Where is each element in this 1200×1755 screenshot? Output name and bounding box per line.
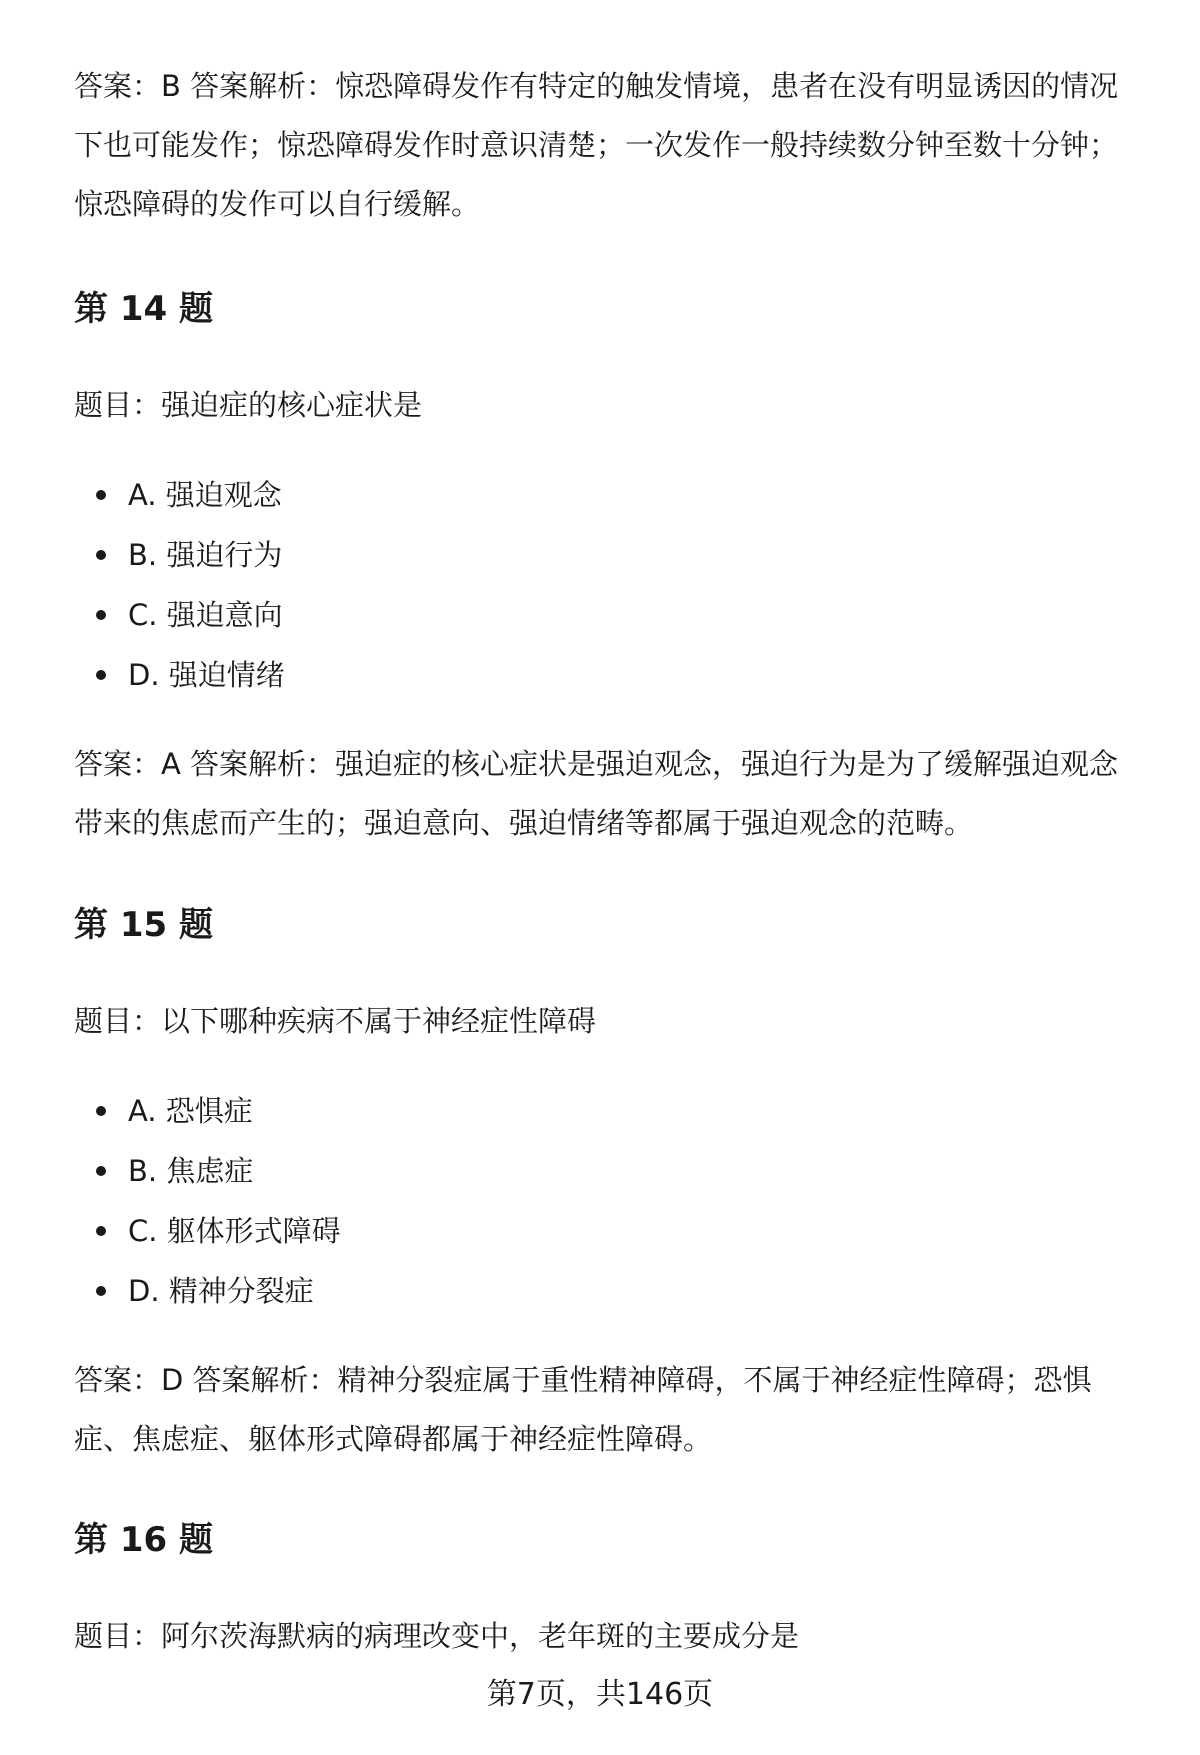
option-b: B. 焦虑症 xyxy=(96,1151,341,1211)
answer-line: 答案：A 答案解析：强迫症的核心症状是强迫观念，强迫行为是为了缓解强迫观念 xyxy=(74,747,1119,781)
answer-line: 答案：B 答案解析：惊恐障碍发作有特定的触发情境，患者在没有明显诱因的情况 xyxy=(74,69,1119,103)
page-indicator: 第7页，共146页 xyxy=(486,1677,714,1712)
answer-line: 答案：D 答案解析：精神分裂症属于重性精神障碍，不属于神经症性障碍；恐惧 xyxy=(74,1363,1092,1397)
answer-line: 惊恐障碍的发作可以自行缓解。 xyxy=(74,187,481,221)
question-text-14: 题目：强迫症的核心症状是 xyxy=(74,388,423,422)
option-a: A. 强迫观念 xyxy=(96,475,285,535)
answer-explanation-14 xyxy=(74,735,1154,853)
question-heading-15: 第 15 题 xyxy=(74,905,213,945)
answer-explanation-15 xyxy=(74,1351,1154,1469)
options-list-15 xyxy=(96,1091,341,1331)
question-text-15: 题目：以下哪种疾病不属于神经症性障碍 xyxy=(74,1004,597,1038)
option-b: B. 强迫行为 xyxy=(96,535,285,595)
option-c: C. 强迫意向 xyxy=(96,595,285,655)
option-a: A. 恐惧症 xyxy=(96,1091,341,1151)
options-list-14 xyxy=(96,475,285,715)
option-c: C. 躯体形式障碍 xyxy=(96,1211,341,1271)
answer-line: 下也可能发作；惊恐障碍发作时意识清楚；一次发作一般持续数分钟至数十分钟； xyxy=(74,128,1119,162)
answer-line: 带来的焦虑而产生的；强迫意向、强迫情绪等都属于强迫观念的范畴。 xyxy=(74,806,974,840)
option-d: D. 精神分裂症 xyxy=(96,1271,341,1331)
question-text-16: 题目：阿尔茨海默病的病理改变中，老年斑的主要成分是 xyxy=(74,1619,800,1653)
answer-explanation-q13 xyxy=(74,57,1154,234)
answer-line: 症、焦虑症、躯体形式障碍都属于神经症性障碍。 xyxy=(74,1422,713,1456)
question-heading-14: 第 14 题 xyxy=(74,289,213,329)
question-heading-16: 第 16 题 xyxy=(74,1520,213,1560)
option-d: D. 强迫情绪 xyxy=(96,655,285,715)
